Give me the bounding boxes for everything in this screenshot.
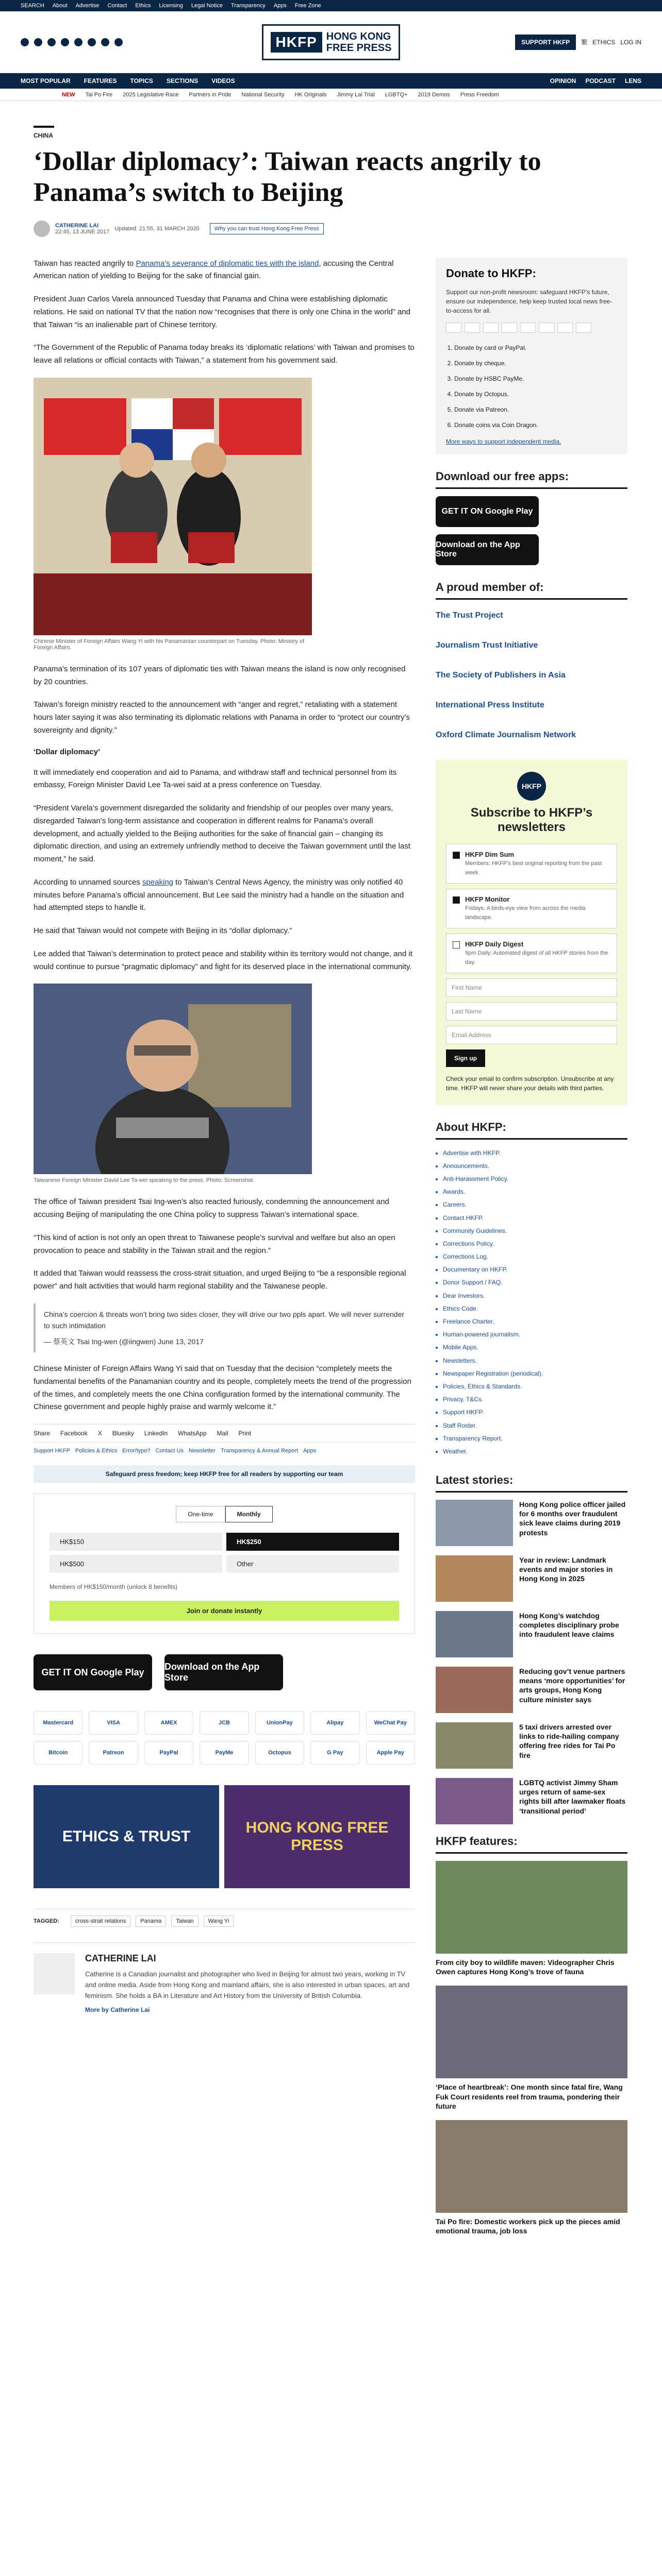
share-linkedin[interactable]: LinkedIn: [144, 1430, 168, 1437]
telegram-icon[interactable]: [101, 38, 109, 46]
newsletter-option[interactable]: HKFP Monitor Fridays: A birds-eye view from across the media landscape.: [446, 889, 617, 928]
share-bluesky[interactable]: Bluesky: [112, 1430, 134, 1437]
app-store-badges: [34, 1654, 415, 1690]
share-x[interactable]: X: [97, 1430, 102, 1437]
about-link[interactable]: • Newsletters.: [443, 1354, 627, 1367]
sidebar: [436, 237, 627, 2245]
latest-title: Latest stories:: [436, 1473, 627, 1493]
footer-link[interactable]: Support HKFP: [34, 1448, 70, 1454]
donate-widget: [34, 1493, 415, 1634]
payme-icon[interactable]: PayMe: [200, 1741, 249, 1765]
photo-press: [34, 984, 312, 1174]
about-link[interactable]: • Human-powered journalism.: [443, 1328, 627, 1341]
tag[interactable]: Taiwan: [171, 1916, 198, 1927]
x-icon[interactable]: [34, 38, 42, 46]
sopa-logo[interactable]: The Society of Publishers in Asia: [436, 670, 566, 680]
trending-link[interactable]: National Security: [241, 91, 285, 98]
story-item[interactable]: Year in review: Landmark events and major stories in Hong Kong in 2025: [436, 1555, 627, 1602]
story-item[interactable]: Reducing gov’t venue partners means ‘more opportunities’ for arts groups, Hong Kong culture minister says: [436, 1667, 627, 1713]
social-icons: [21, 38, 206, 46]
about-title: About HKFP:: [436, 1121, 627, 1140]
tag-list: [34, 1909, 415, 1927]
bitcoin-icon[interactable]: Bitcoin: [34, 1741, 82, 1765]
about-link[interactable]: • Corrections Log.: [443, 1250, 627, 1263]
amount-option-selected[interactable]: HK$250: [226, 1533, 399, 1551]
app-store-badge[interactable]: Download on the App Store: [164, 1654, 283, 1690]
mastercard-icon[interactable]: Mastercard: [34, 1711, 82, 1735]
about-link[interactable]: • Transparency Report.: [443, 1432, 627, 1445]
licensing-link[interactable]: Licensing: [159, 3, 183, 9]
other-amount[interactable]: Other: [226, 1555, 399, 1573]
search-link[interactable]: SEARCH: [21, 3, 44, 9]
story-thumbnail[interactable]: [436, 1722, 513, 1769]
figure-wang-yi: [34, 378, 415, 651]
about-link[interactable]: • Weather.: [443, 1445, 627, 1458]
share-print[interactable]: Print: [238, 1430, 252, 1437]
nav-topics[interactable]: TOPICS: [130, 77, 153, 84]
trust-notice[interactable]: Why you can trust Hong Kong Free Press: [210, 223, 324, 234]
unionpay-icon[interactable]: UnionPay: [255, 1711, 304, 1735]
one-time-toggle[interactable]: One-time: [176, 1506, 225, 1522]
feature-image[interactable]: [436, 1986, 627, 2078]
feature-item[interactable]: Tai Po fire: Domestic workers pick up the pieces amid emotional trauma, job loss: [436, 2120, 627, 2235]
publish-date: 22:45, 13 JUNE 2017: [55, 228, 110, 235]
article-body: [34, 237, 415, 2245]
author-avatar: [34, 221, 50, 237]
author-box: [34, 1942, 415, 2013]
nav-features[interactable]: FEATURES: [84, 77, 117, 84]
about-link[interactable]: • Advertise with HKFP.: [443, 1147, 627, 1160]
author-bio: Catherine is a Canadian journalist and photographer who lived in Beijing for almost two years, working in TV and online media. Aside from Hong Kong and mainland affairs, she is also interested in urban spaces, art and feminism. She holds a BA in Literature and Art History from the University of British Columbia.: [85, 1970, 410, 1999]
support-button[interactable]: SUPPORT HKFP: [515, 35, 576, 50]
new-badge: NEW: [62, 91, 75, 98]
logo-mark: HKFP: [271, 32, 322, 53]
safeguard-banner[interactable]: Safeguard press freedom; keep HKFP free for all readers by supporting our team: [34, 1465, 415, 1483]
monthly-toggle[interactable]: Monthly: [225, 1506, 273, 1522]
trending-bar: [0, 89, 662, 101]
amex-icon[interactable]: AMEX: [144, 1711, 193, 1735]
newsletter-title: Subscribe to HKFP’s newsletters: [470, 805, 593, 834]
alipay-icon[interactable]: Alipay: [310, 1711, 359, 1735]
about-link[interactable]: • Anti-Harassment Policy.: [443, 1173, 627, 1185]
category-label[interactable]: CHINA: [34, 126, 54, 139]
about-link[interactable]: • Staff Roster.: [443, 1419, 627, 1432]
card-icon: [502, 323, 517, 333]
trending-link[interactable]: LGBTQ+: [385, 91, 408, 98]
donate-step[interactable]: 4. Donate by Octopus.: [454, 386, 617, 402]
amount-option[interactable]: HK$500: [49, 1555, 222, 1573]
google-pay-icon[interactable]: G Pay: [310, 1741, 359, 1765]
photo-illustration: [34, 984, 312, 1174]
about-link[interactable]: • Policies, Ethics & Standards.: [443, 1380, 627, 1393]
payment-methods: [34, 1711, 415, 1765]
story-thumbnail[interactable]: [436, 1611, 513, 1657]
nav-podcast[interactable]: PODCAST: [585, 77, 616, 84]
app-store-badge[interactable]: Download on the App Store: [436, 534, 539, 565]
bluesky-icon[interactable]: [114, 38, 123, 46]
members-info: Members of HK$150/month (unlock 8 benefits): [49, 1583, 178, 1591]
donate-box: [436, 258, 627, 454]
apps-link[interactable]: Apps: [273, 3, 287, 9]
card-icon: [446, 323, 461, 333]
about-link[interactable]: • Dear Investors.: [443, 1290, 627, 1302]
ethics-link[interactable]: ETHICS: [592, 38, 616, 46]
share-label: Share: [34, 1430, 51, 1437]
paragraph: Panama’s termination of its 107 years of diplomatic ties with Taiwan means the island is now only recognised by 20 countries.: [34, 664, 406, 686]
about-link[interactable]: • Mobile Apps.: [443, 1341, 627, 1354]
about-link[interactable]: • Support HKFP.: [443, 1406, 627, 1419]
about-links: [436, 1147, 627, 1459]
member-title: A proud member of:: [436, 581, 627, 600]
story-thumbnail[interactable]: [436, 1778, 513, 1824]
figure-david-lee: [34, 984, 415, 1183]
about-link[interactable]: • Donor Support / FAQ.: [443, 1276, 627, 1289]
paragraph: It added that Taiwan would reassess the cross-strait situation, and urged Beijing to “be a responsible regional power” and halt activities that would harm regional stability and the Taiwanese people.: [34, 1269, 406, 1291]
trending-link[interactable]: 2025 Legislative Race: [123, 91, 179, 98]
photo-illustration: [34, 378, 312, 635]
youtube-icon[interactable]: [88, 38, 96, 46]
author-box-name[interactable]: CATHERINE LAI: [85, 1953, 156, 1964]
ethics-link[interactable]: Ethics: [135, 3, 151, 9]
ipi-logo[interactable]: International Press Institute: [436, 700, 544, 709]
feature-item[interactable]: ‘Place of heartbreak’: One month since fatal fire, Wang Fuk Court residents reel from trauma, pondering their future: [436, 1986, 627, 2111]
author-photo[interactable]: [34, 1953, 75, 1994]
paragraph: Taiwan’s foreign ministry reacted to the announcement with “anger and regret,” retaliating with a statement hours later saying it was also terminating its diplomatic relations with Panama in order to “protect our country’s sovereignty and dignity.”: [34, 700, 410, 735]
footer-link[interactable]: Contact Us: [155, 1448, 184, 1454]
top-utility-bar: [0, 0, 662, 11]
more-ways-link[interactable]: More ways to support independent media.: [446, 437, 561, 445]
login-link[interactable]: LOG IN: [620, 38, 641, 46]
jcb-icon[interactable]: JCB: [200, 1711, 249, 1735]
donate-intro[interactable]: Support our non-profit newsroom: safeguard HKFP’s future, ensure our independence, help keep trusted local news free-to-access for all.: [446, 288, 613, 314]
footer-link[interactable]: Apps: [303, 1448, 317, 1454]
newsletter-option[interactable]: HKFP Dim Sum Members: HKFP’s best original reporting from the past week.: [446, 844, 617, 884]
features-title: HKFP features:: [436, 1835, 627, 1854]
tag[interactable]: Panama: [136, 1916, 166, 1927]
trending-link[interactable]: Partners in Pride: [189, 91, 231, 98]
join-button[interactable]: Join or donate instantly: [49, 1601, 399, 1621]
card-icon: [557, 323, 573, 333]
paragraph: “President Varela’s government disregarded the solidarity and friendship of our peoples over many years, disregarded Taiwan’s long-term assistance and cooperation in different realms for Panama’s overall development, and actually yielded to the Beijing authorities for the sake of financial gain – changing its diplomatic direction, and using an extremely unfriendly method to deceive the Taiwan government until the last moment,” he said.: [34, 804, 410, 864]
contact-link[interactable]: Contact: [107, 3, 127, 9]
story-item[interactable]: Hong Kong police officer jailed for 6 months over fraudulent sick leave claims during 2019 protests: [436, 1500, 627, 1546]
last-name-input[interactable]: Last Name: [446, 1002, 617, 1021]
card-icon: [465, 323, 480, 333]
apps-title: Download our free apps:: [436, 470, 627, 489]
logo-line-2: FREE PRESS: [326, 42, 392, 54]
paragraph: “This kind of action is not only an open threat to Taiwanese people’s survival and welfare but also an open provocation to peace and stability in the Taiwan strait and the region.”: [34, 1233, 395, 1255]
donate-steps: [446, 340, 617, 433]
paragraph: Lee added that Taiwan’s determination to protect peace and stability within its territory would not change, and it would continue to pursue “pragmatic diplomacy” and fight for its deserved place in the international community.: [34, 949, 412, 971]
wechat-pay-icon[interactable]: WeChat Pay: [366, 1711, 415, 1735]
paragraph: Chinese Minister of Foreign Affairs Wang Yi said that on Tuesday that the decision “completely meets the fundamental benefits of the Panamanian country and its people, completely meets the trend of the progression of the times, and completely meets the one China configuration formed by the international community. The Chinese government and people highly praise and warmly welcome it.”: [34, 1364, 411, 1412]
ethics-promo[interactable]: ETHICS & TRUST: [34, 1785, 219, 1888]
story-item[interactable]: 5 taxi drivers arrested over links to ride-hailing company offering free rides for Tai Po fire: [436, 1722, 627, 1769]
advertise-link[interactable]: Advertise: [75, 3, 100, 9]
about-link[interactable]: • Ethics Code.: [443, 1302, 627, 1315]
trending-link[interactable]: Press Freedom: [460, 91, 499, 98]
about-link[interactable]: • Freelance Charter.: [443, 1315, 627, 1328]
article-title: ‘Dollar diplomacy’: Taiwan reacts angrily to Panama’s switch to Beijing: [34, 147, 541, 207]
tweet-attribution[interactable]: — 蔡英文 Tsai Ing-wen (@iingwen) June 13, 2017: [44, 1337, 204, 1346]
site-logo[interactable]: [262, 24, 401, 60]
author-name[interactable]: CATHERINE LAI: [55, 222, 99, 229]
facebook-icon[interactable]: [21, 38, 29, 46]
share-facebook[interactable]: Facebook: [60, 1430, 88, 1437]
threads-icon[interactable]: [61, 38, 69, 46]
linkedin-icon[interactable]: [74, 38, 82, 46]
promo-banners: [34, 1785, 415, 1888]
site-header: [0, 11, 662, 73]
about-link[interactable]: About: [52, 3, 68, 9]
free-zone-link[interactable]: Free Zone: [294, 3, 321, 9]
paragraph: According to unnamed sources speaking to Taiwan’s Central News Agency, the ministry was only notified 40 minutes before Panama’s official announcement. But Lee said the ministry had a handle on the situation and had attempted steps to handle it.: [34, 877, 404, 912]
donate-step[interactable]: 1. Donate by card or PayPal.: [454, 340, 617, 355]
paragraph: He said that Taiwan would not compete with Beijing in its “dollar diplomacy.”: [34, 926, 292, 936]
paypal-icon[interactable]: PayPal: [144, 1741, 193, 1765]
cna-link[interactable]: speaking: [142, 877, 173, 887]
story-thumbnail[interactable]: [436, 1667, 513, 1713]
photo-caption: Chinese Minister of Foreign Affairs Wang Yi with his Panamanian counterpart on Tuesday. Photo: Ministry of Foreign Affairs.: [34, 638, 305, 651]
subheading: ‘Dollar diplomacy’: [34, 747, 101, 756]
about-link[interactable]: • Careers.: [443, 1198, 627, 1211]
about-link[interactable]: • Awards.: [443, 1185, 627, 1198]
card-icon: [539, 323, 554, 333]
payment-icons: [446, 323, 617, 333]
paragraph: It will immediately end cooperation and aid to Panama, and withdraw staff and technical personnel from its embassy, Foreign Minister David Lee Ta-wei said at a press conference on Tuesday.: [34, 768, 397, 790]
about-link[interactable]: • Contact HKFP.: [443, 1212, 627, 1225]
first-name-input[interactable]: First Name: [446, 978, 617, 997]
story-item[interactable]: LGBTQ activist Jimmy Sham urges return of same-sex rights bill after lawmaker floats ‘transitional period’: [436, 1778, 627, 1824]
google-play-badge[interactable]: GET IT ON Google Play: [34, 1654, 152, 1690]
embedded-tweet[interactable]: [34, 1303, 415, 1352]
story-thumbnail[interactable]: [436, 1555, 513, 1602]
legal-link[interactable]: Legal Notice: [191, 3, 223, 9]
transparency-link[interactable]: Transparency: [230, 3, 266, 9]
email-input[interactable]: Email Address: [446, 1026, 617, 1044]
donate-title: Donate to HKFP:: [446, 266, 536, 280]
about-link[interactable]: • Privacy, T&Cs.: [443, 1393, 627, 1406]
checkbox-checked[interactable]: [453, 896, 460, 904]
nav-videos[interactable]: VIDEOS: [211, 77, 235, 84]
tags-label: TAGGED:: [34, 1918, 59, 1925]
trending-link[interactable]: Tai Po Fire: [85, 91, 113, 98]
updated-date: Updated: 21:55, 31 MARCH 2020: [114, 225, 200, 232]
nav-sections[interactable]: SECTIONS: [166, 77, 198, 84]
google-play-badge[interactable]: GET IT ON Google Play: [436, 496, 539, 527]
donate-step[interactable]: 3. Donate by HSBC PayMe.: [454, 371, 617, 386]
about-link[interactable]: • Community Guidelines.: [443, 1225, 627, 1238]
donate-step[interactable]: 2. Donate by cheque.: [454, 355, 617, 371]
jti-logo[interactable]: Journalism Trust Initiative: [436, 640, 538, 650]
nav-lens[interactable]: LENS: [624, 77, 641, 84]
newsletter-option[interactable]: HKFP Daily Digest 9pm Daily: Automated digest of all HKFP stories from the day.: [446, 934, 617, 973]
tag[interactable]: cross-strait relations: [71, 1916, 130, 1927]
feature-image[interactable]: [436, 2120, 627, 2213]
amount-option[interactable]: HK$150: [49, 1533, 222, 1551]
nav-opinion[interactable]: OPINION: [550, 77, 576, 84]
about-link[interactable]: • Announcements.: [443, 1160, 627, 1173]
checkbox-checked[interactable]: [453, 852, 460, 859]
photo-diplomats: [34, 378, 312, 635]
story-thumbnail[interactable]: [436, 1500, 513, 1546]
byline: [34, 221, 628, 237]
apple-pay-icon[interactable]: Apple Pay: [366, 1741, 415, 1765]
patreon-icon[interactable]: Patreon: [89, 1741, 138, 1765]
paragraph: Taiwan has reacted angrily to Panama’s severance of diplomatic ties with the island, accusing the Central American nation of yielding to Beijing for the sake of financial gain.: [34, 259, 394, 281]
language-toggle[interactable]: 繁: [581, 39, 588, 46]
about-link[interactable]: • Documentary on HKFP.: [443, 1263, 627, 1276]
instagram-icon[interactable]: [47, 38, 56, 46]
visa-icon[interactable]: VISA: [89, 1711, 138, 1735]
paragraph: President Juan Carlos Varela announced Tuesday that Panama and China were establishing diplomatic relations. He said on national TV that the nation now “recognises that there is only one China in the world” and that Taiwan “is an inalienable part of Chinese territory.: [34, 295, 410, 329]
donate-step[interactable]: 6. Donate coins via Coin Dragon.: [454, 417, 617, 433]
octopus-icon[interactable]: Octopus: [255, 1741, 304, 1765]
share-bar: [34, 1424, 415, 1443]
signup-button[interactable]: Sign up: [446, 1049, 485, 1067]
nav-most-popular[interactable]: MOST POPULAR: [21, 77, 71, 84]
paragraph: The office of Taiwan president Tsai Ing-wen’s also reacted furiously, condemning the announcement and accusing Beijing of manipulating the one China policy to suppress Taiwan’s international space.: [34, 1197, 389, 1219]
footer-link[interactable]: Policies & Ethics: [75, 1448, 118, 1454]
card-icon: [520, 323, 536, 333]
about-link[interactable]: • Newspaper Registration (periodical).: [443, 1367, 627, 1380]
photo-caption: Taiwanese Foreign Minister David Lee Ta-wei speaking to the press. Photo: Screenshot.: [34, 1177, 255, 1184]
trending-link[interactable]: Jimmy Lai Trial: [337, 91, 375, 98]
trending-link[interactable]: 2019 Demos: [418, 91, 450, 98]
footer-link[interactable]: Transparency & Annual Report: [221, 1448, 299, 1454]
about-link[interactable]: • Corrections Policy.: [443, 1238, 627, 1250]
trending-link[interactable]: HK Originals: [294, 91, 327, 98]
hkfp-promo[interactable]: HONG KONG FREE PRESS: [224, 1785, 410, 1888]
story-item[interactable]: Hong Kong’s watchdog completes disciplinary probe into fraudulent leave claims: [436, 1611, 627, 1657]
tag[interactable]: Wang Yi: [204, 1916, 234, 1927]
donate-step[interactable]: 5. Donate via Patreon.: [454, 402, 617, 417]
main-nav: [0, 73, 662, 89]
more-by-author-link[interactable]: More by Catherine Lai: [85, 2006, 150, 2014]
tweet-text: China’s coercion & threats won’t bring two sides closer, they will drive our two ppls apart. We will never surrender to such intimidation: [44, 1310, 405, 1330]
feature-image[interactable]: [436, 1861, 627, 1954]
hkfp-logo: HKFP: [517, 772, 546, 801]
paragraph: “The Government of the Republic of Panama today breaks its ‘diplomatic relations’ with Taiwan and promises to leave all relations or official contacts with Taiwan,” a statement from his government said.: [34, 343, 415, 365]
newsletter-signup: [436, 759, 627, 1105]
feature-item[interactable]: From city boy to wildlife maven: Videographer Chris Owen captures Hong Kong’s trove of fauna: [436, 1861, 627, 1976]
panama-link[interactable]: Panama’s severance of diplomatic ties with the island: [136, 259, 319, 268]
card-icon: [576, 323, 591, 333]
logo-line-1: HONG KONG: [326, 30, 391, 42]
footer-link[interactable]: Error/typo?: [122, 1448, 151, 1454]
article-footer-links: [34, 1448, 415, 1454]
oxford-climate-logo[interactable]: Oxford Climate Journalism Network: [436, 730, 576, 739]
card-icon: [483, 323, 499, 333]
newsletter-note: Check your email to confirm subscription. Unsubscribe at any time. HKFP will never share your details with third parties.: [446, 1075, 614, 1092]
share-mail[interactable]: Mail: [217, 1430, 228, 1437]
checkbox[interactable]: [453, 941, 460, 948]
share-whatsapp[interactable]: WhatsApp: [178, 1430, 207, 1437]
latest-stories: [436, 1500, 627, 1824]
footer-link[interactable]: Newsletter: [189, 1448, 216, 1454]
trust-project-logo[interactable]: The Trust Project: [436, 611, 503, 620]
